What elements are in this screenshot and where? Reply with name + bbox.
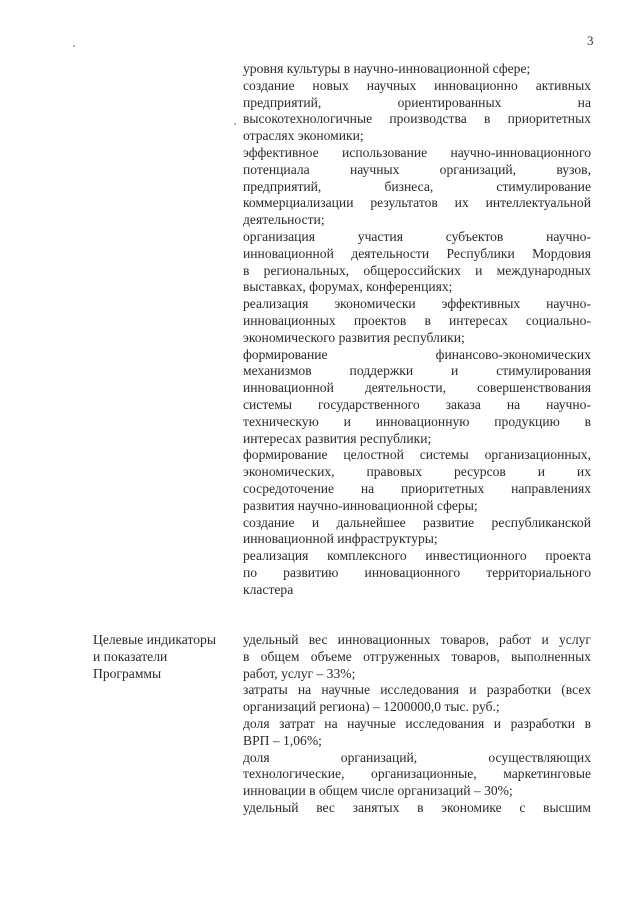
text-line: доля организаций, осуществляющих [243,749,591,765]
text-line: организаций региона) – 1200000,0 тыс. руб.; [243,699,500,715]
indicators-text [243,632,591,817]
text-line: экономического развития республики; [243,329,465,345]
text-line: формирование целостной системы организационных, [243,447,591,463]
text-line: доля затрат на научные исследования и разработки в [243,715,591,731]
text-line: высокотехнологичные производства в приоритетных [243,111,591,127]
text-line: эффективное использование научно-инновационного [243,144,591,160]
text-line: уровня культуры в научно-инновационной сфере; [243,61,531,76]
text-line: выставках, форумах, конференциях; [243,279,453,295]
text-line: создание и дальнейшее развитие республиканской [243,514,591,530]
text-line: в региональных, общероссийских и международных [243,262,591,278]
indicators-label [93,632,233,682]
text-line: интересах развития республики; [243,430,432,446]
text-line: сосредоточение на приоритетных направлениях [243,480,591,496]
text-line: инновации в общем числе организаций – 30%; [243,783,513,799]
text-line: удельный вес занятых в экономике с высшим [243,799,591,815]
text-line: предприятий, ориентированных на [243,94,591,110]
text-line: работ, услуг – 33%; [243,665,356,681]
text-line: технологические, организационные, маркетинговые [243,766,591,782]
text-line: затраты на научные исследования и разработки (всех [243,682,591,698]
text-line: системы государственного заказа на научно- [243,396,591,412]
text-line: по развитию инновационного территориального [243,564,591,580]
scan-speck [73,45,75,47]
text-line: создание новых научных инновационно активных [243,77,591,93]
label-line: и показатели [93,648,168,664]
page-number: 3 [587,33,594,48]
text-line: техническую и инновационную продукцию в [243,413,591,429]
text-line: формирование финансово-экономических [243,346,591,362]
text-line: деятельности; [243,212,325,228]
text-line: инновационной инфраструктуры; [243,531,438,547]
text-line: кластера [243,581,294,597]
text-line: инновационной деятельности Республики Мордовия [243,245,591,261]
text-line: удельный вес инновационных товаров, работ и услуг [243,632,591,647]
text-line: предприятий, бизнеса, стимулирование [243,178,591,194]
text-line: в общем объеме отгруженных товаров, выполненных [243,648,591,664]
text-line: экономических, правовых ресурсов и их [243,464,591,480]
text-line: реализация комплексного инвестиционного проекта [243,548,591,564]
scan-speck [234,123,236,125]
tasks-continued-text [243,61,591,599]
text-line: механизмов поддержки и стимулирования [243,363,591,379]
label-line: Целевые индикаторы [93,632,216,647]
text-line: отраслях экономики; [243,128,364,144]
text-line: организация участия субъектов научно- [243,228,591,244]
text-line: ВРП – 1,06%; [243,732,322,748]
label-line: Программы [93,665,162,681]
text-line: инновационной деятельности, совершенствования [243,380,591,396]
text-line: коммерциализации результатов их интеллектуальной [243,195,591,211]
text-line: инновационных проектов в интересах социально- [243,312,591,328]
text-line: реализация экономически эффективных научно- [243,296,591,312]
text-line: развития научно-инновационной сферы; [243,497,478,513]
text-line: потенциала научных организаций, вузов, [243,161,591,177]
